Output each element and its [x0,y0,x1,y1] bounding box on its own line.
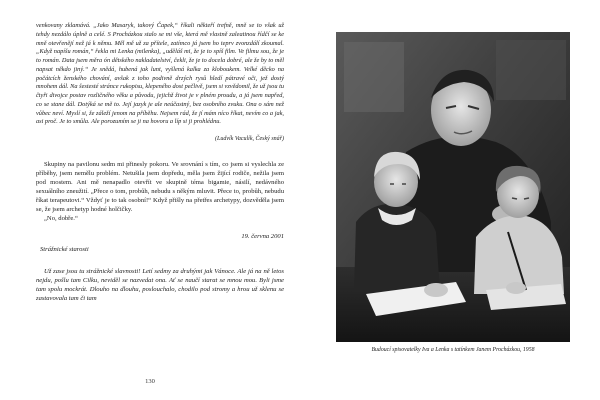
dialog-line: „No, dobře.“ [44,215,78,223]
photo [336,32,570,342]
right-page [300,0,600,400]
closing-paragraph: Už zase jsou tu strážnické slavnosti! Letí sedmy za druhými jak Vánoce. Ale já na ně letos nejdu, pošlu tam Cilku, neviděl se nazvedat ona. Ať se naučí starat se mnou mou. Byli jsme tam spolu mockrát. Dlouho na dlouhu, poslouchalo, chodilo pod stromy a hrou už sklenu se zastavovala tam či tam [36,267,284,303]
photo-illustration [336,32,570,342]
photo-caption: Budoucí spisovatelky Iva a Lenka s tatínkem Janem Procházkou, 1958 [371,347,535,353]
quote-paragraph: venkovany zklamává. „Jako Masaryk, takový Čapek,“ říkali někteří trefně, mně se to však už tehdy nezdálo úplně a celé. S Procházkou stalo se mi vše, která mě vlastně zaleatinou řídčí se ke mně otevřenějí než já k němu. Měl mě už za přítele, zatímco já jsem ho teprv zvonzdálí zkoumal. „Když napíšu román,“ řekla mi Lenka (milenka), „uděláš mi, že je to spíš film. Ve filmu sou, že je to román. Data jsem měra ón dětského nakladatelství, čekli, že je to docela dobré, ale že by to měl napsat někdo jiný.“ Je snědá, hubená jak lunt, vyšlená kalka za kloboukem. Velké děcko na počátcích ženského chování, avšak z toho podivně drzých rysů hledí pátravé oči, jež dostý mnohem dál. Na šestesté stránce rukopisu, klepeného dost pečlivě, jsem si vzvědomil, že už jsou tu čtyři divojce postav rozličného věku a původu, jejichž život je v plném proudu, a já jsem napřed, co se stane dál. Dotýká se mě to. Její jazyk je ale neúčastný, bez osobního zvuku. Ona o sám než vůbec neví. Myslí si, že záleží jenom na příběhu. Nejsem rád, že jí mám níco říkat, nevím co a jak, asi proč. Je to smůla. Ale porozumím se ji na hovoru a líp si ji prohlédnu. [36,22,284,126]
page-number: 130 [145,378,155,385]
quote-attribution: (Ludvík Vaculík, Český snář) [215,136,284,142]
left-page-text [36,22,284,303]
section-heading: Strážnické starosti [40,246,89,254]
date-line: 19. června 2001 [241,233,284,241]
body-paragraph: Skupiny na pavilonu sedm mi přinesly pokoru. Ve srovnání s tím, co jsem si vyslechla ze příběhy, jsem nemělu problém. Netušila jsem dopředu, měla jsem žijící rodiče, nežila jsem pod mostem. Ani mě nenapadlo otevřít ve skupině téma bigamie, násilí, nedávného sexuálního zneužití. „Přece o tom, probůh, nebudu s někým mluvit. Přece to, probůh, nebudu říkat terapeutovi.“ Vždyť je to tak osobní!“ Když přišly na přetřes archetypy, dozvěděla jsem se, že jsem archetyp hodné holčičky. [36,160,284,214]
